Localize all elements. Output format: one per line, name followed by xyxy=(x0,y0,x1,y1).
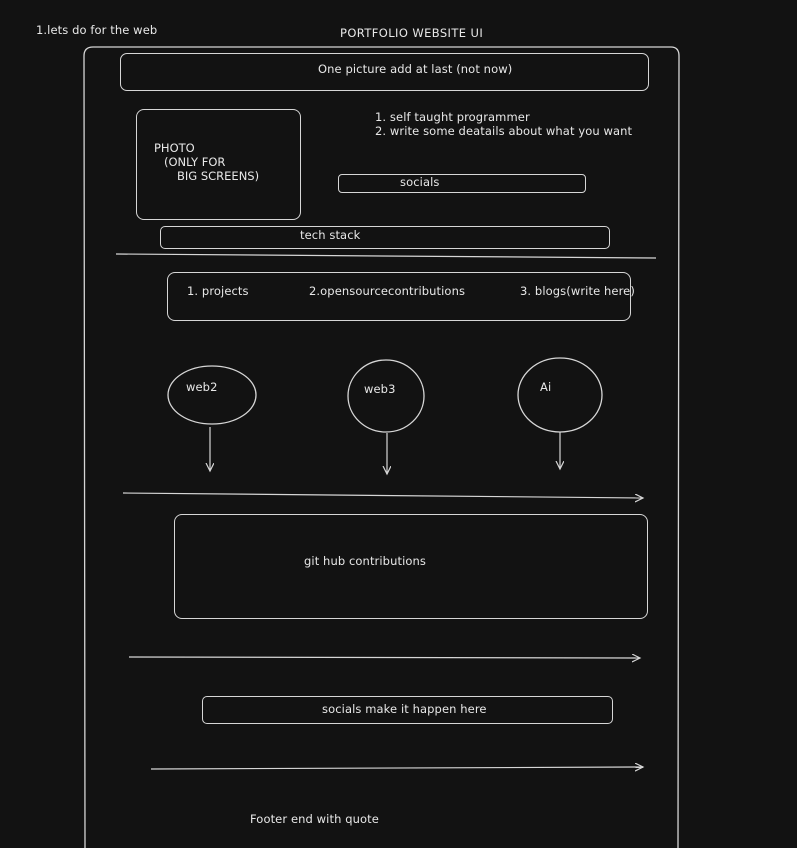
github-label: git hub contributions xyxy=(304,554,426,568)
socials-footer-label: socials make it happen here xyxy=(322,702,487,716)
socials-label: socials xyxy=(400,175,440,189)
ai-circle xyxy=(518,358,602,432)
tech-stack-label: tech stack xyxy=(300,228,361,242)
banner-label: One picture add at last (not now) xyxy=(318,62,513,76)
flow-arrow-1 xyxy=(123,493,643,498)
nav-blogs: 3. blogs(write here) xyxy=(520,284,635,298)
intro-line-1: 1. self taught programmer xyxy=(375,110,530,124)
separator-line xyxy=(116,254,656,258)
web3-label: web3 xyxy=(364,382,396,396)
footer-label: Footer end with quote xyxy=(250,812,379,826)
page-title: PORTFOLIO WEBSITE UI xyxy=(340,26,484,40)
ai-label: Ai xyxy=(540,380,552,394)
intro-line-2: 2. write some deatails about what you want xyxy=(375,124,633,138)
flow-arrow-3 xyxy=(151,767,643,769)
flow-arrow-2 xyxy=(129,657,640,658)
top-left-note: 1.lets do for the web xyxy=(36,23,158,37)
photo-label-line1: PHOTO xyxy=(154,141,195,155)
photo-label-line2: (ONLY FOR xyxy=(164,155,226,169)
web3-circle xyxy=(348,360,424,432)
socials-box xyxy=(338,174,586,193)
web2-label: web2 xyxy=(186,380,218,394)
photo-label-line3: BIG SCREENS) xyxy=(177,169,260,183)
nav-opensource: 2.opensourcecontributions xyxy=(309,284,466,298)
nav-projects: 1. projects xyxy=(187,284,249,298)
web2-circle xyxy=(168,366,256,424)
tech-stack-box xyxy=(160,226,610,249)
